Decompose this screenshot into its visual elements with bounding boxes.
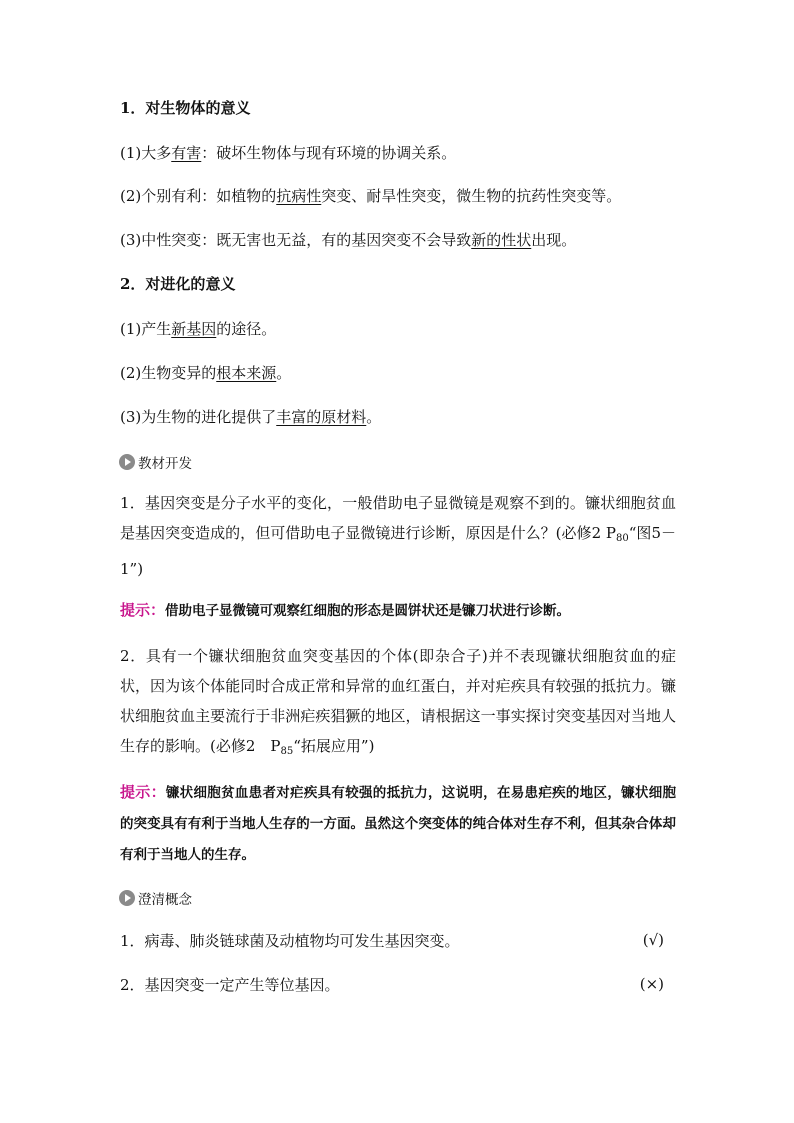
judgement-mark-correct: (√) [642, 931, 664, 949]
text-prefix: (1)大多 [120, 144, 172, 162]
question-text: 1．基因突变是分子水平的变化，一般借助电子显微镜是观察不到的。镰状细胞贫血是基因突变造成的，但可借助电子显微镜进行诊断，原因是什么？(必修2 P [120, 494, 676, 542]
hint-text: 借助电子显微镜可观察红细胞的形态是圆饼状还是镰刀状进行诊断。 [165, 603, 571, 619]
underlined-answer: 有害 [171, 144, 202, 162]
page-number: 80 [616, 533, 629, 544]
sec1-item-2 [120, 186, 621, 206]
concept-statement-2: 2．基因突变一定产生等位基因。 [120, 976, 340, 994]
section-title: 澄清概念 [138, 892, 192, 908]
text-prefix: (2)生物变异的 [120, 364, 217, 382]
underlined-answer: 新基因 [171, 320, 217, 338]
underlined-answer: 抗病性 [276, 187, 322, 205]
question-source: “图5－1”) [120, 524, 676, 578]
play-circle-icon [119, 890, 135, 906]
page-number: 85 [280, 746, 294, 757]
text-suffix: 的途径。 [216, 320, 277, 338]
sec2-item-1 [120, 319, 276, 339]
play-circle-icon [119, 454, 135, 470]
text-suffix: 。 [366, 408, 382, 426]
sec1-item-1 [120, 143, 456, 163]
question-text: 2．具有一个镰状细胞贫血突变基因的个体(即杂合子)并不表现镰状细胞贫血的症状，因为该个体能同时合成正常和异常的血红蛋白，并对疟疾具有较强的抵抗力。镰状细胞贫血主要流行于非洲疟疾猖獗的地区，请根据这一事实探讨突变基因对当地人生存的影响。(必修2 P [120, 647, 676, 755]
question-2 [120, 641, 676, 767]
concept-statement-1: 1．病毒、肺炎链球菌及动植物均可发生基因突变。 [120, 932, 460, 950]
text-suffix: ：破坏生物体与现有环境的协调关系。 [201, 144, 457, 162]
heading-significance-organism: 1．对生物体的意义 [120, 99, 251, 117]
hint-label: 提示： [120, 601, 166, 619]
sec2-item-3 [120, 407, 381, 427]
text-prefix: (1)产生 [120, 320, 172, 338]
hint-label: 提示： [120, 783, 166, 801]
section-clarify-concepts [119, 888, 192, 908]
section-textbook-development [119, 452, 192, 472]
section-title: 教材开发 [138, 456, 192, 472]
hint-text: 镰状细胞贫血患者对疟疾具有较强的抵抗力，这说明，在易患疟疾的地区，镰状细胞的突变具有有利于当地人生存的一方面。虽然这个突变体的纯合体对生存不利，但其杂合体却有利于当地人的生存。 [120, 785, 676, 863]
text-prefix: (2)个别有利：如植物的 [120, 187, 277, 205]
underlined-answer: 根本来源 [216, 364, 277, 382]
text-suffix: 。 [276, 364, 292, 382]
underlined-answer: 新的性状 [471, 231, 532, 249]
hint-2 [120, 777, 676, 870]
sec2-item-2 [120, 363, 291, 383]
question-1 [120, 488, 676, 584]
text-prefix: (3)中性突变：既无害也无益，有的基因突变不会导致 [120, 231, 472, 249]
text-prefix: (3)为生物的进化提供了 [120, 408, 277, 426]
question-source: “拓展应用”) [293, 737, 375, 755]
heading-significance-evolution: 2．对进化的意义 [120, 275, 236, 293]
underlined-answer: 丰富的原材料 [276, 408, 367, 426]
judgement-mark-wrong: (×) [639, 975, 664, 993]
text-suffix: 突变、耐旱性突变，微生物的抗药性突变等。 [321, 187, 622, 205]
text-suffix: 出现。 [531, 231, 577, 249]
hint-1 [120, 595, 676, 626]
sec1-item-3 [120, 230, 576, 250]
